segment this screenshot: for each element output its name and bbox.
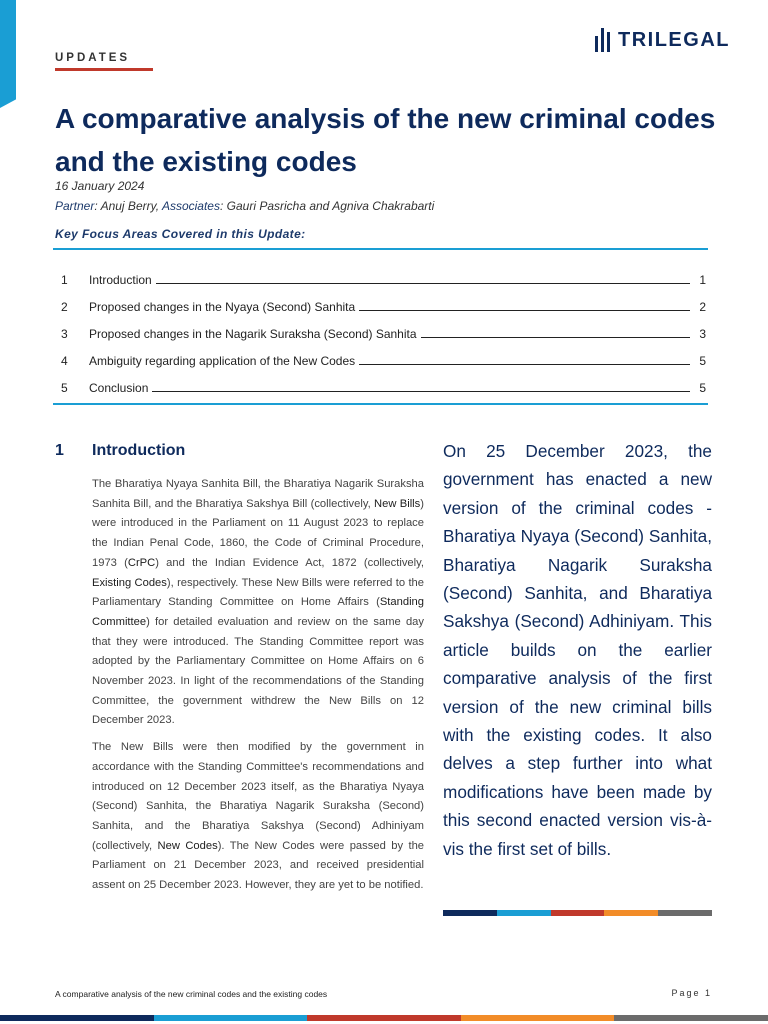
key-focus-heading: Key Focus Areas Covered in this Update: (55, 227, 306, 241)
defined-term: New Codes (157, 839, 218, 852)
publish-date: 16 January 2024 (55, 179, 145, 193)
page-title: A comparative analysis of the new criminal codes and the existing codes (55, 103, 716, 177)
intro-paragraph: The Bharatiya Nyaya Sanhita Bill, the Bharatiya Nagarik Suraksha Sanhita Bill, and the Bharatiya Sakshya Bill (collectively, New Bills) were introduced in the Parliament on 11 August 2023 to replace the Indian Penal Code, 1860, the Code of Criminal Procedure, 1973 (CrPC) and the Indian Evidence Act, 1872 (collectively, Existing Codes), respectively. These New Bills were referred to the Parliamentary Standing Committee on Home Affairs (Standing Committee) for detailed evaluation and review on the same day that they were introduced. The Standing Committee report was adopted by the Parliamentary Committee on Home Affairs on 6 November 2023. In light of the recommendations of the Standing Committee, the government withdrew the New Bills on 12 December 2023. (92, 478, 424, 727)
toc-item[interactable] (53, 368, 708, 395)
defined-term: CrPC (127, 556, 156, 569)
toc-item[interactable] (53, 314, 708, 341)
table-of-contents (53, 248, 708, 405)
toc-number: 4 (61, 354, 68, 368)
defined-term: Existing Codes (92, 576, 167, 589)
toc-number: 3 (61, 327, 68, 341)
associates-names: : Gauri Pasricha and Agniva Chakrabarti (219, 199, 435, 213)
quote-color-bar (443, 910, 712, 916)
section-number: 1 (55, 442, 64, 459)
toc-title: Conclusion (89, 381, 149, 395)
logo-mark-icon (595, 28, 610, 52)
toc-page: 2 (699, 300, 706, 314)
pull-quote: On 25 December 2023, the government has enacted a new version of the criminal codes - Bharatiya Nyaya (Second) Sanhita, Bharatiya Nagarik Suraksha (Second) Sanhita, and Bharatiya Sakshya (Second) Adhiniyam. This article builds on the earlier comparative analysis of the first version of the new criminal bills with the existing codes. It also delves a step further into what modifications have been made by this second enacted version vis-à-vis the first set of bills. (443, 441, 712, 859)
toc-page: 5 (699, 354, 706, 368)
corner-accent (0, 0, 16, 108)
toc-leader (421, 337, 690, 338)
toc-leader (156, 283, 690, 284)
toc-leader (359, 364, 690, 365)
toc-page: 1 (699, 273, 706, 287)
toc-item[interactable] (53, 287, 708, 314)
partner-name: : Anuj Berry, (94, 199, 162, 213)
defined-term: Standing Committee (92, 596, 424, 628)
footer-color-bar (0, 1015, 768, 1021)
associates-label: Associates (161, 199, 220, 213)
toc-title: Proposed changes in the Nyaya (Second) Sanhita (89, 300, 356, 314)
toc-title: Introduction (89, 273, 152, 287)
footer-text: A comparative analysis of the new criminal codes and the existing codes (55, 989, 328, 999)
section-heading: Introduction (92, 442, 186, 459)
trilegal-logo (595, 28, 730, 52)
toc-number: 1 (61, 273, 68, 287)
intro-body (92, 475, 424, 903)
toc-leader (359, 310, 690, 311)
intro-paragraph: The New Bills were then modified by the government in accordance with the Standing Committee's recommendations and introduced on 12 December 2023 itself, as the Bharatiya Nyaya (Second) Sanhita, the Bharatiya Nagarik Suraksha (Second) Sanhita, and the Bharatiya Sakshya (Second) Adhiniyam (collectively, New Codes). The New Codes were passed by the Parliament on 21 December 2023, and received presidential assent on 25 December 2023. However, they are yet to be notified. (92, 741, 425, 892)
logo-text: TRILEGAL (618, 28, 730, 51)
toc-number: 2 (61, 300, 68, 314)
section-underline (55, 68, 153, 71)
partner-label: Partner (55, 199, 95, 213)
toc-title: Proposed changes in the Nagarik Suraksha (Second) Sanhita (89, 327, 417, 341)
toc-leader (152, 391, 690, 392)
toc-number: 5 (61, 381, 68, 395)
toc-page: 5 (699, 381, 706, 395)
author-credits (55, 199, 434, 213)
section-label: UPDATES (55, 52, 131, 64)
page-number: Page 1 (671, 988, 712, 998)
defined-term: New Bills (374, 497, 421, 510)
toc-item[interactable] (53, 260, 708, 287)
toc-title: Ambiguity regarding application of the New Codes (89, 354, 356, 368)
toc-page: 3 (699, 327, 706, 341)
toc-item[interactable] (53, 341, 708, 368)
